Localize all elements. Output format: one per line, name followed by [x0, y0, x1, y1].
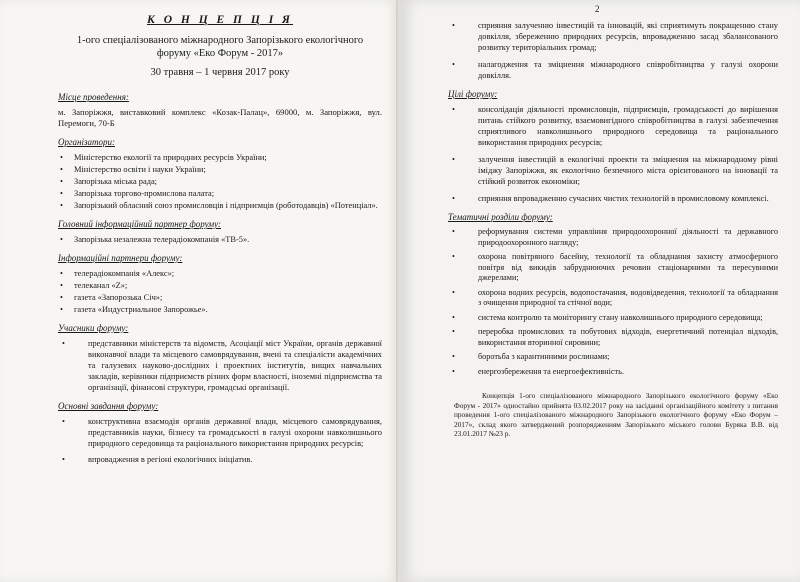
page-left: [0, 0, 398, 582]
list-item: • Запорізька торгово-промислова палата;: [58, 188, 382, 199]
tasks-heading: Основні завдання форуму:: [58, 401, 159, 411]
list-item: • залучення інвестицій в екологічні проекти та зміцнення на міжнародному рівні іміджу Запоріжжя, як екологічно безпечного міста орієнтованого на інновації та стійкий розвиток економіки;: [448, 154, 778, 187]
document-title: К О Н Ц Е П Ц І Я: [147, 14, 293, 26]
venue-text: м. Запоріжжя, виставковий комплекс «Козак-Палац», 69000, м. Запоріжжя, вул. Перемоги, 70-Б: [58, 107, 382, 128]
goals-heading: Цілі форуму:: [448, 89, 498, 99]
list-item: • охорона повітряного басейну, технології та обладнання захисту атмосферного повітря від викидів забруднюючих речовин стаціонарними та пересувними джерелами;: [448, 252, 778, 284]
list-item: • телеканал «Z»;: [58, 280, 382, 291]
organizers-list: [58, 152, 382, 211]
list-item: • налагодження та зміцнення міжнародного співробітництва у галузі охорони довкілля.: [448, 59, 778, 81]
participants-heading: Учасники форуму:: [58, 323, 129, 333]
list-item: • охорона водних ресурсів, водопостачання, водовідведення, технології та обладнання з очищення природної та стічної води;: [448, 288, 778, 309]
list-item: • телерадіокомпанія «Алекс»;: [58, 268, 382, 279]
list-item: • сприяння впровадженню сучасних чистих технологій в промисловому комплексі.: [448, 193, 778, 204]
main-partner-list: [58, 234, 382, 245]
list-item: • газета «Индустриальное Запорожье».: [58, 304, 382, 315]
list-item: • конструктивна взаємодія органів державної влади, місцевого самоврядування, представників науки, бізнесу та громадськості в галузі охорони навколишнього природного середовища та раціонального використання природних ресурсів;: [58, 416, 382, 449]
page-number: 2: [595, 4, 600, 14]
list-item: • переробка промислових та побутових відходів, енергетичний потенціал відходів, використання вторинної сировини;: [448, 327, 778, 348]
main-partner-heading: Головний інформаційний партнер форуму:: [58, 219, 221, 229]
list-item: • Запорізький обласний союз промисловців і підприємців (роботодавців) «Потенціал».: [58, 200, 382, 211]
participants-list: [58, 338, 382, 393]
list-item: • впровадження в регіоні екологічних ініціатив.: [58, 454, 382, 465]
list-item: • реформування системи управління природоохоронної діяльності та державного природоохоронного нагляду;: [448, 227, 778, 248]
info-partners-list: [58, 268, 382, 315]
forum-dates: 30 травня – 1 червня 2017 року: [150, 67, 290, 78]
forum-subtitle-line2: форуму «Еко Форум - 2017»: [156, 48, 284, 59]
list-item: • Міністерство освіти і науки України;: [58, 164, 382, 175]
forum-subtitle-line1: 1-ого спеціалізованого міжнародного Запорізького екологічного: [76, 35, 364, 46]
list-item: • представники міністерств та відомств, Асоціації міст України, органів державної виконавчої влади та місцевого самоврядування, вчені та спеціалісти академічних та галузевих науково-дослідних і проектних інститутів, вищих навчальних закладів, керівники підприємств різних форм власності, іноземні підприємства та організації, фінансові структури, громадські організації.: [58, 338, 382, 393]
list-item: • газета «Запорозька Січ»;: [58, 292, 382, 303]
page-right: [400, 0, 800, 582]
organizers-heading: Організатори:: [58, 137, 115, 147]
list-item: • боротьба з карантинними рослинами;: [448, 352, 778, 363]
info-partners-heading: Інформаційні партнери форуму:: [58, 253, 183, 263]
list-item: • сприяння залученню інвестицій та інновацій, які сприятимуть покращенню стану довкілля, збереженню природних ресурсів, впровадженню засад збалансованого розвитку територіальних громад;: [448, 20, 778, 53]
list-item: • Запорізька незалежна телерадіокомпанія «ТВ-5».: [58, 234, 382, 245]
sections-list: [448, 227, 778, 377]
list-item: • система контролю та моніторингу стану навколишнього природного середовища;: [448, 313, 778, 324]
venue-heading: Місце проведення:: [58, 92, 129, 102]
list-item: • Міністерство екології та природних ресурсів України;: [58, 152, 382, 163]
list-item: • консолідація діяльності промисловців, підприємців, громадськості до вирішення питань стійкого розвитку, взаємовигідного співробітництва в галузі забезпечення сприятливого навколишнього природного середовища та раціонального використання природних ресурсів;: [448, 104, 778, 148]
approval-footnote: Концепція 1-ого спеціалізованого міжнародного Запорізького екологічного форуму «Еко Форум - 2017» одностайно прийнята 03.02.2017 року на засіданні організаційного комітету з питання проведення 1-ого спеціалізованого міжнародного Запорізького екологічного форуму «Еко Форум – 2017», склад якого затверджений розпорядженням Запорізького міського голови Буряка В.В. від 23.01.2017 №23 р.: [454, 391, 778, 438]
goals-list: [448, 104, 778, 204]
list-item: • Запорізька міська рада;: [58, 176, 382, 187]
list-item: • енергозбереження та енергоефективність.: [448, 367, 778, 378]
tasks-list: [58, 416, 382, 465]
tasks-continued-list: [448, 20, 778, 81]
sections-heading: Тематичні розділи форуму:: [448, 212, 553, 222]
